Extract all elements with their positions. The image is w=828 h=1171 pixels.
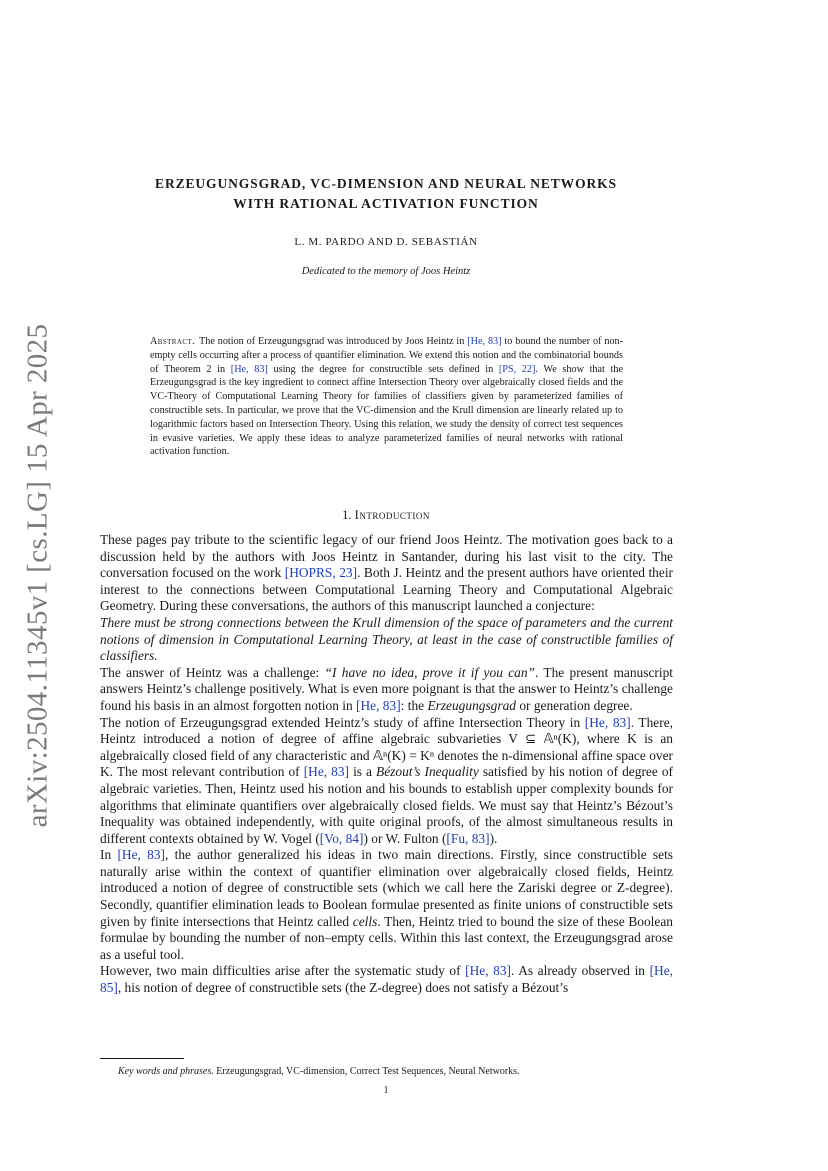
citation-link[interactable]: [He, 85] — [100, 963, 673, 996]
arxiv-stamp — [20, 323, 56, 827]
emphasis: cells — [352, 913, 378, 929]
text-run: , the author generalized his ideas in two main directions. Firstly, since constructible sets naturally arise within the context of quantifier elimination over algebraically closed fields, Heintz introduced a notion of degree of constructible sets (which we call here the Zariski degree or Z-degree). Secondly, quantifier elimination leads to Boolean formulae presented as finite unions of constructible sets given by finite intersections that Heintz called — [100, 847, 673, 929]
text-run: The notion of Erzeugungsgrad extended Heintz’s study of affine Intersection Theory in — [100, 714, 585, 730]
text-run: is a — [349, 764, 377, 780]
citation-link[interactable]: [PS, 22] — [498, 363, 536, 375]
section-title: Introduction — [354, 508, 430, 522]
citation-link[interactable]: [HOPRS, 23] — [284, 565, 358, 581]
footnote-label: Key words and phrases. — [118, 1066, 214, 1077]
text-run: : the — [400, 697, 428, 713]
citation-link[interactable]: [He, 83] — [584, 714, 631, 730]
text-run: . Then, Heintz tried to bound the size of these Boolean formulae by bounding the number of non–empty cells. Within this last context, the Erzeugungsgrad arose as a useful tool. — [100, 913, 673, 962]
text-run: . The present manuscript answers Heintz’s challenge positively. What is even more poignant is that the answer to Heintz’s challenge found his basis in an almost forgotten notion in — [100, 664, 674, 713]
page-number: 1 — [383, 1085, 389, 1096]
paper-title — [100, 174, 672, 214]
paragraph — [100, 963, 673, 996]
abstract-text: using the degree for constructible sets defined in — [267, 363, 499, 375]
citation-link[interactable]: [He, 83] — [467, 336, 502, 347]
quote: “I have no idea, prove it if you can” — [324, 664, 535, 680]
paragraph — [100, 532, 673, 615]
abstract — [150, 335, 623, 459]
abstract-text: . We show that the Erzeugungsgrad is the key ingredient to connect affine Intersection Theory over algebraically closed fields and the VC-Theory of Computational Learning Theory for families of classifiers given by parameterized families of constructible sets. In particular, we prove that the VC-dimension and the Krull dimension are linearly related up to logarithmic factors based on Intersection Theory. Using this relation, we study the density of correct test sequences in evasive varieties. We apply these ideas to analyze parameterized families of neural networks with rational activation function. — [150, 363, 623, 458]
text-run: The answer of Heintz was a challenge: — [100, 664, 325, 680]
section-number: 1. — [342, 508, 352, 522]
citation-link[interactable]: [He, 83] — [117, 847, 165, 863]
citation-link[interactable]: [He, 83] — [356, 697, 401, 713]
text-run: However, two main difficulties arise after the systematic study of — [100, 963, 466, 979]
text-run: or generation degree. — [515, 697, 633, 713]
text-run: ) or W. Fulton ( — [363, 830, 447, 846]
paragraph — [100, 715, 673, 848]
emphasis: Erzeugungsgrad — [427, 697, 516, 713]
text-run: . There, Heintz introduced a notion of degree of affine algebraic subvarieties V ⊆ 𝔸ⁿ(K), where K is an algebraically closed field of any characteristic and 𝔸ⁿ(K) = Kⁿ denotes the n-dimensional affine space over K. The most relevant contribution of — [100, 714, 673, 780]
text-run: In — [100, 847, 118, 863]
footnote-rule — [100, 1058, 184, 1059]
text-run: . As already observed in — [511, 963, 650, 979]
text-run: satisfied by his notion of degree of algebraic varieties. Then, Heintz used his notion and his bounds to establish upper complexity bounds for algorithms that eliminate quantifiers over algebraically closed fields. We must say that Heintz’s Bézout’s Inequality was obtained independently, with quite original proofs, of the almost simultaneous results in different contexts obtained by W. Vogel ( — [100, 764, 673, 846]
body-text — [100, 532, 673, 997]
dedication: Dedicated to the memory of Joos Heintz — [301, 266, 471, 277]
citation-link[interactable]: [Vo, 84] — [319, 830, 364, 846]
emphasis: Bézout’s Inequality — [376, 764, 479, 780]
conjecture: There must be strong connections between the Krull dimension of the space of parameters and the current notions of dimension in Computational Learning Theory, at least in the case of constructible families of classifiers. — [100, 614, 673, 664]
footnote — [100, 1066, 672, 1077]
abstract-label: Abstract. — [150, 336, 196, 347]
paragraph — [100, 665, 673, 715]
title-line-2: WITH RATIONAL ACTIVATION FUNCTION — [233, 196, 539, 211]
text-run: These pages pay tribute to the scientific legacy of our friend Joos Heintz. The motivation goes back to a discussion held by the authors with Joos Heintz in Santander, during his last visit to the city. The conversation focused on the work — [100, 532, 673, 581]
abstract-text: to bound the number of non-empty cells occurring after a process of quantifier elimination. We extend this notion and the combinatorial bounds of Theorem 2 in — [150, 336, 623, 375]
citation-link[interactable]: [Fu, 83] — [446, 830, 490, 846]
paragraph — [100, 847, 673, 963]
abstract-text: The notion of Erzeugungsgrad was introduced by Joos Heintz in — [199, 336, 468, 347]
citation-link[interactable]: [He, 83] — [303, 764, 350, 780]
section-heading — [100, 508, 672, 523]
footnote-text: Erzeugungsgrad, VC-dimension, Correct Test Sequences, Neural Networks. — [213, 1066, 520, 1077]
citation-link[interactable]: [He, 83] — [230, 363, 268, 375]
text-run: , his notion of degree of constructible sets (the Z-degree) does not satisfy a Bézout’s — [117, 980, 569, 996]
text-run: . Both J. Heintz and the present authors have oriented their interest to the connections between Computational Learning Theory and Computational Algebraic Geometry. During these conversations, the authors of this manuscript launched a conjecture: — [100, 565, 673, 614]
authors: L. M. PARDO AND D. SEBASTIÁN — [294, 236, 478, 248]
citation-link[interactable]: [He, 83] — [465, 963, 512, 979]
arxiv-identifier: arXiv:2504.11345v1 [cs.LG] 15 Apr 2025 — [21, 323, 54, 827]
title-line-1: ERZEUGUNGSGRAD, VC-DIMENSION AND NEURAL NETWORKS — [155, 176, 617, 191]
text-run: ). — [489, 830, 498, 846]
